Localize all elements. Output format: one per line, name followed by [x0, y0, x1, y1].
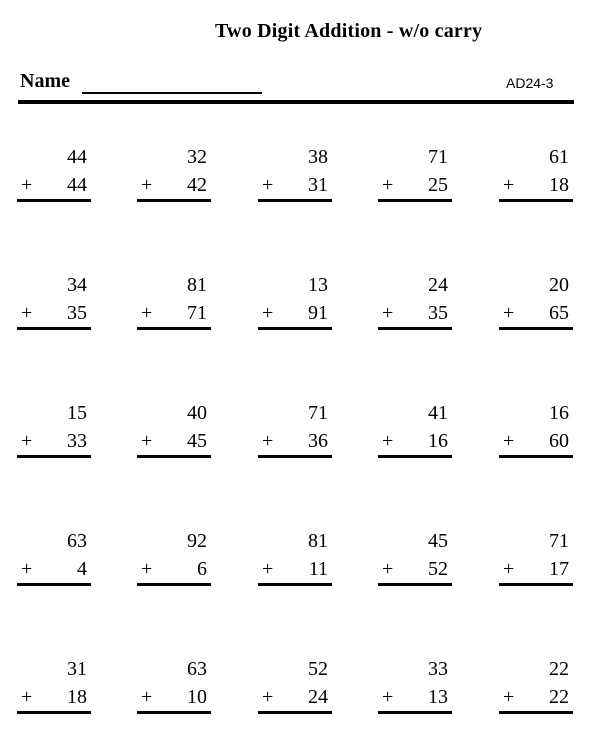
answer-line[interactable]	[17, 583, 91, 586]
answer-line[interactable]	[378, 711, 452, 714]
top-addend: 13	[308, 274, 328, 296]
plus-sign: +	[141, 302, 153, 324]
addition-problem	[378, 274, 452, 332]
top-addend: 81	[308, 530, 328, 552]
addition-problem	[137, 530, 211, 588]
answer-line[interactable]	[137, 327, 211, 330]
addition-problem	[378, 146, 452, 204]
addition-problem	[137, 274, 211, 332]
addition-problem	[258, 274, 332, 332]
plus-sign: +	[141, 686, 153, 708]
top-addend: 33	[428, 658, 448, 680]
top-addend: 15	[67, 402, 87, 424]
top-addend: 40	[187, 402, 207, 424]
answer-line[interactable]	[258, 327, 332, 330]
bottom-addend: 18	[67, 686, 87, 708]
bottom-addend: 24	[308, 686, 328, 708]
plus-sign: +	[141, 174, 153, 196]
top-addend: 92	[187, 530, 207, 552]
top-addend: 45	[428, 530, 448, 552]
plus-sign: +	[382, 302, 394, 324]
answer-line[interactable]	[258, 711, 332, 714]
answer-line[interactable]	[499, 455, 573, 458]
addition-problem	[378, 658, 452, 716]
top-addend: 52	[308, 658, 328, 680]
bottom-addend: 6	[197, 558, 207, 580]
answer-line[interactable]	[17, 327, 91, 330]
plus-sign: +	[382, 174, 394, 196]
plus-sign: +	[21, 302, 33, 324]
answer-line[interactable]	[499, 583, 573, 586]
addition-problem	[378, 402, 452, 460]
top-addend: 44	[67, 146, 87, 168]
plus-sign: +	[382, 686, 394, 708]
plus-sign: +	[21, 174, 33, 196]
answer-line[interactable]	[17, 199, 91, 202]
answer-line[interactable]	[378, 455, 452, 458]
addition-problem	[137, 658, 211, 716]
addition-problem	[17, 274, 91, 332]
addition-problem	[258, 530, 332, 588]
plus-sign: +	[503, 302, 515, 324]
addition-problem	[499, 658, 573, 716]
answer-line[interactable]	[258, 583, 332, 586]
addition-problem	[378, 530, 452, 588]
addition-problem	[137, 402, 211, 460]
answer-line[interactable]	[137, 455, 211, 458]
bottom-addend: 25	[428, 174, 448, 196]
bottom-addend: 18	[549, 174, 569, 196]
top-addend: 20	[549, 274, 569, 296]
addition-problem	[137, 146, 211, 204]
addition-problem	[258, 658, 332, 716]
top-addend: 32	[187, 146, 207, 168]
bottom-addend: 17	[549, 558, 569, 580]
top-addend: 34	[67, 274, 87, 296]
answer-line[interactable]	[499, 711, 573, 714]
top-addend: 71	[549, 530, 569, 552]
top-addend: 63	[187, 658, 207, 680]
plus-sign: +	[382, 558, 394, 580]
bottom-addend: 22	[549, 686, 569, 708]
answer-line[interactable]	[258, 455, 332, 458]
answer-line[interactable]	[17, 711, 91, 714]
bottom-addend: 45	[187, 430, 207, 452]
answer-line[interactable]	[17, 455, 91, 458]
answer-line[interactable]	[378, 583, 452, 586]
top-addend: 71	[308, 402, 328, 424]
plus-sign: +	[21, 686, 33, 708]
bottom-addend: 36	[308, 430, 328, 452]
bottom-addend: 16	[428, 430, 448, 452]
plus-sign: +	[262, 430, 274, 452]
worksheet-code: AD24-3	[506, 75, 554, 91]
top-addend: 61	[549, 146, 569, 168]
top-addend: 38	[308, 146, 328, 168]
plus-sign: +	[21, 558, 33, 580]
answer-line[interactable]	[258, 199, 332, 202]
addition-problem	[499, 274, 573, 332]
addition-problem	[499, 146, 573, 204]
answer-line[interactable]	[137, 199, 211, 202]
plus-sign: +	[21, 430, 33, 452]
plus-sign: +	[262, 558, 274, 580]
bottom-addend: 10	[187, 686, 207, 708]
plus-sign: +	[503, 558, 515, 580]
addition-problem	[17, 658, 91, 716]
bottom-addend: 35	[67, 302, 87, 324]
answer-line[interactable]	[378, 199, 452, 202]
plus-sign: +	[262, 686, 274, 708]
answer-line[interactable]	[378, 327, 452, 330]
addition-problem	[499, 530, 573, 588]
top-addend: 22	[549, 658, 569, 680]
bottom-addend: 4	[77, 558, 87, 580]
bottom-addend: 91	[308, 302, 328, 324]
top-addend: 81	[187, 274, 207, 296]
bottom-addend: 31	[308, 174, 328, 196]
plus-sign: +	[141, 430, 153, 452]
worksheet-title: Two Digit Addition - w/o carry	[215, 20, 483, 42]
addition-problem	[17, 402, 91, 460]
answer-line[interactable]	[137, 711, 211, 714]
addition-problem	[17, 530, 91, 588]
top-addend: 63	[67, 530, 87, 552]
bottom-addend: 60	[549, 430, 569, 452]
name-label: Name	[20, 70, 70, 92]
plus-sign: +	[141, 558, 153, 580]
answer-line[interactable]	[499, 199, 573, 202]
bottom-addend: 71	[187, 302, 207, 324]
plus-sign: +	[262, 174, 274, 196]
plus-sign: +	[503, 174, 515, 196]
top-addend: 31	[67, 658, 87, 680]
bottom-addend: 42	[187, 174, 207, 196]
bottom-addend: 65	[549, 302, 569, 324]
addition-problem	[499, 402, 573, 460]
plus-sign: +	[503, 686, 515, 708]
bottom-addend: 13	[428, 686, 448, 708]
addition-problem	[17, 146, 91, 204]
plus-sign: +	[382, 430, 394, 452]
answer-line[interactable]	[137, 583, 211, 586]
bottom-addend: 33	[67, 430, 87, 452]
top-addend: 71	[428, 146, 448, 168]
bottom-addend: 35	[428, 302, 448, 324]
top-addend: 24	[428, 274, 448, 296]
bottom-addend: 11	[308, 558, 328, 580]
plus-sign: +	[503, 430, 515, 452]
top-addend: 16	[549, 402, 569, 424]
top-addend: 41	[428, 402, 448, 424]
plus-sign: +	[262, 302, 274, 324]
addition-problem	[258, 146, 332, 204]
answer-line[interactable]	[499, 327, 573, 330]
addition-problem	[258, 402, 332, 460]
bottom-addend: 44	[67, 174, 87, 196]
bottom-addend: 52	[428, 558, 448, 580]
